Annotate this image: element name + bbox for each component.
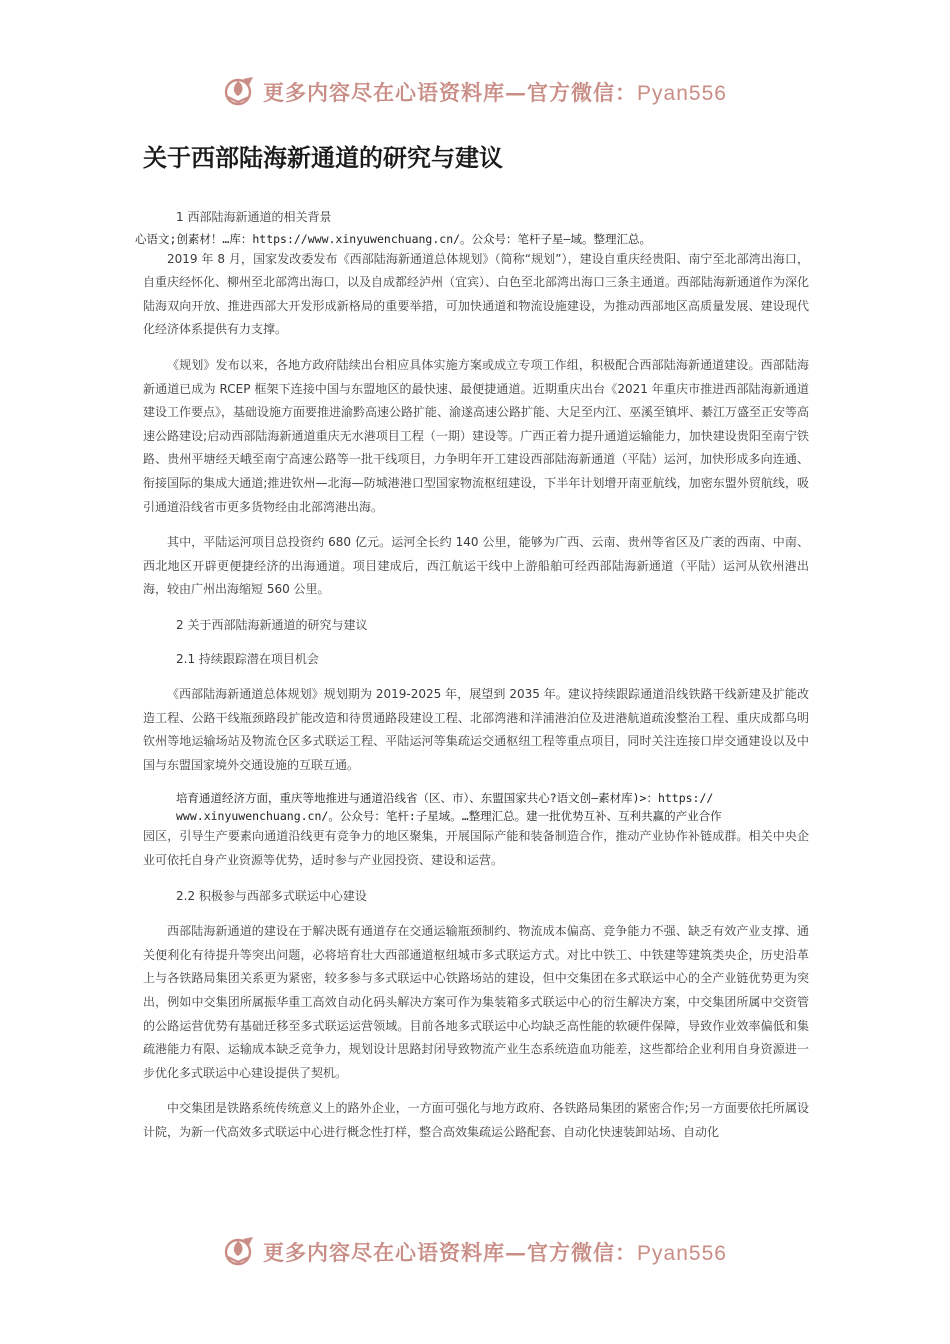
flame-book-logo-icon bbox=[223, 75, 257, 109]
footer-watermark-banner bbox=[0, 1232, 950, 1272]
banner-handle: Pyan556 bbox=[637, 82, 727, 105]
flame-book-logo-icon bbox=[223, 1235, 257, 1269]
section-heading-1: 1 西部陆海新通道的相关背景 bbox=[176, 210, 332, 224]
paragraph-6: 西部陆海新通道的建设在于解决既有通道存在交通运输瓶颈制约、物流成本偏高、竞争能力不强、缺乏有效产业支撑、通关便利化有待提升等突出问题，必将培育壮大西部通道枢纽城市多式联运方式。对比中铁工、中铁建等建筑类央企，历史沿革上与各铁路局集团关系更为紧密，较多参与多式联运中心铁路场站的建设，但中交集团在多式联运中心的全产业链优势更为突出，例如中交集团所属振华重工高效自动化码头解决方案可作为集装箱多式联运中心的衍生解决方案，中交集团所属中交资管的公路运营优势有基础迁移至多式联运运营领域。目前各地多式联运中心均缺乏高性能的软硬件保障，导致作业效率偏低和集疏港能力有限、运输成本缺乏竞争力，规划设计思路封闭导致物流产业生态系统造血功能差，这些都给企业利用自身资源进一步优化多式联运中心建设提供了契机。 bbox=[143, 924, 809, 1080]
banner-handle: Pyan556 bbox=[637, 1242, 727, 1265]
paragraph-2: 《规划》发布以来，各地方政府陆续出台相应具体实施方案或成立专项工作组，积极配合西部陆海新通道建设。西部陆海新通道已成为 RCEP 框架下连接中国与东盟地区的最快速、最便捷通道。近期重庆出台《2021 年重庆市推进西部陆海新通道建设工作要点》，基础设施方面要推进渝黔高速公路扩能、渝遂高速公路扩能、大足至内江、巫溪至镇坪、綦江万盛至正安等高速公路建设;启动西部陆海新通道重庆无水港项目工程（一期）建设等。广西正着力提升通道运输能力，加快建设贵阳至南宁铁路、贵州平塘经天峨至南宁高速公路等一批干线项目，力争明年开工建设西部陆海新通道（平陆）运河，加快形成多向连通、衔接国际的集成大通道;推进钦州—北海—防城港港口型国家物流枢纽建设，下半年计划增开南亚航线，加密东盟外贸航线，吸引通道沿线省市更多货物经由北部湾港出海。 bbox=[143, 357, 810, 514]
paragraph-1: 2019 年 8 月，国家发改委发布《西部陆海新通道总体规划》（简称“规划”），建设自重庆经贵阳、南宁至北部湾出海口，自重庆经怀化、柳州至北部湾出海口，以及自成都经泸州（宜宾）、白色至北部湾出海口三条主通道。西部陆海新通道作为深化陆海双向开放、推进西部大开发形成新格局的重要举措，可加快通道和物流设施建设，为推动西部地区高质量发展、建设现代化经济体系提供有力支撑。 bbox=[143, 251, 810, 337]
banner-text: 更多内容尽在心语资料库—官方微信：Pyan556 bbox=[263, 1240, 727, 1265]
watermark-note-2a: 培育通道经济方面，重庆等地推进与通道沿线省（区、市）、东盟国家共心?语文创—素材库)>：https:// bbox=[176, 791, 714, 806]
header-watermark-banner bbox=[0, 72, 950, 112]
watermark-note-2b: www.xinyuwenchuang.cn/。公众号：笔杆:子星域。…整理汇总。建一批优势互补、互利共赢的产业合作 bbox=[176, 809, 722, 824]
section-heading-2: 2 关于西部陆海新通道的研究与建议 bbox=[176, 617, 368, 632]
banner-text: 更多内容尽在心语资料库—官方微信：Pyan556 bbox=[263, 80, 727, 105]
document-title: 关于西部陆海新通道的研究与建议 bbox=[143, 144, 503, 172]
subsection-heading-2-1: 2.1 持续跟踪潜在项目机会 bbox=[176, 651, 319, 666]
paragraph-5: 园区，引导生产要素向通道沿线更有竞争力的地区聚集，开展国际产能和装备制造合作，推动产业协作补链成群。相关中央企业可依托自身产业资源等优势，适时参与产业园投资、建设和运营。 bbox=[143, 829, 809, 868]
paragraph-3: 其中，平陆运河项目总投资约 680 亿元。运河全长约 140 公里，能够为广西、云南、贵州等省区及广袤的西南、中南、西北地区开辟更便捷经济的出海通道。项目建成后，西江航运干线中上游船舶可经西部陆海新通道（平陆）运河从钦州港出海，较由广州出海缩短 560 公里。 bbox=[143, 535, 809, 597]
paragraph-4: 《西部陆海新通道总体规划》规划期为 2019-2025 年，展望到 2035 年。建议持续跟踪通道沿线铁路干线新建及扩能改造工程、公路干线瓶颈路段扩能改造和待贯通路段建设工程、北部湾港和洋浦港泊位及进港航道疏浚整治工程、重庆成都乌明钦州等地运输场站及物流仓区多式联运工程、平陆运河等集疏运交通枢纽工程等重点项目，同时关注连接口岸交通建设以及中国与东盟国家境外交通设施的互联互通。 bbox=[143, 687, 809, 772]
watermark-note-1: 心语文;创素材！…库：https://www.xinyuwenchuang.cn/。公众号：笔杆子星—域。整理汇总。 bbox=[135, 231, 651, 246]
paragraph-7: 中交集团是铁路系统传统意义上的路外企业，一方面可强化与地方政府、各铁路局集团的紧密合作;另一方面要依托所属设计院，为新一代高效多式联运中心进行概念性打样，整合高效集疏运公路配套、自动化快速装卸站场、自动化 bbox=[143, 1101, 809, 1139]
subsection-heading-2-2: 2.2 积极参与西部多式联运中心建设 bbox=[176, 888, 367, 903]
document-body bbox=[135, 206, 810, 1145]
